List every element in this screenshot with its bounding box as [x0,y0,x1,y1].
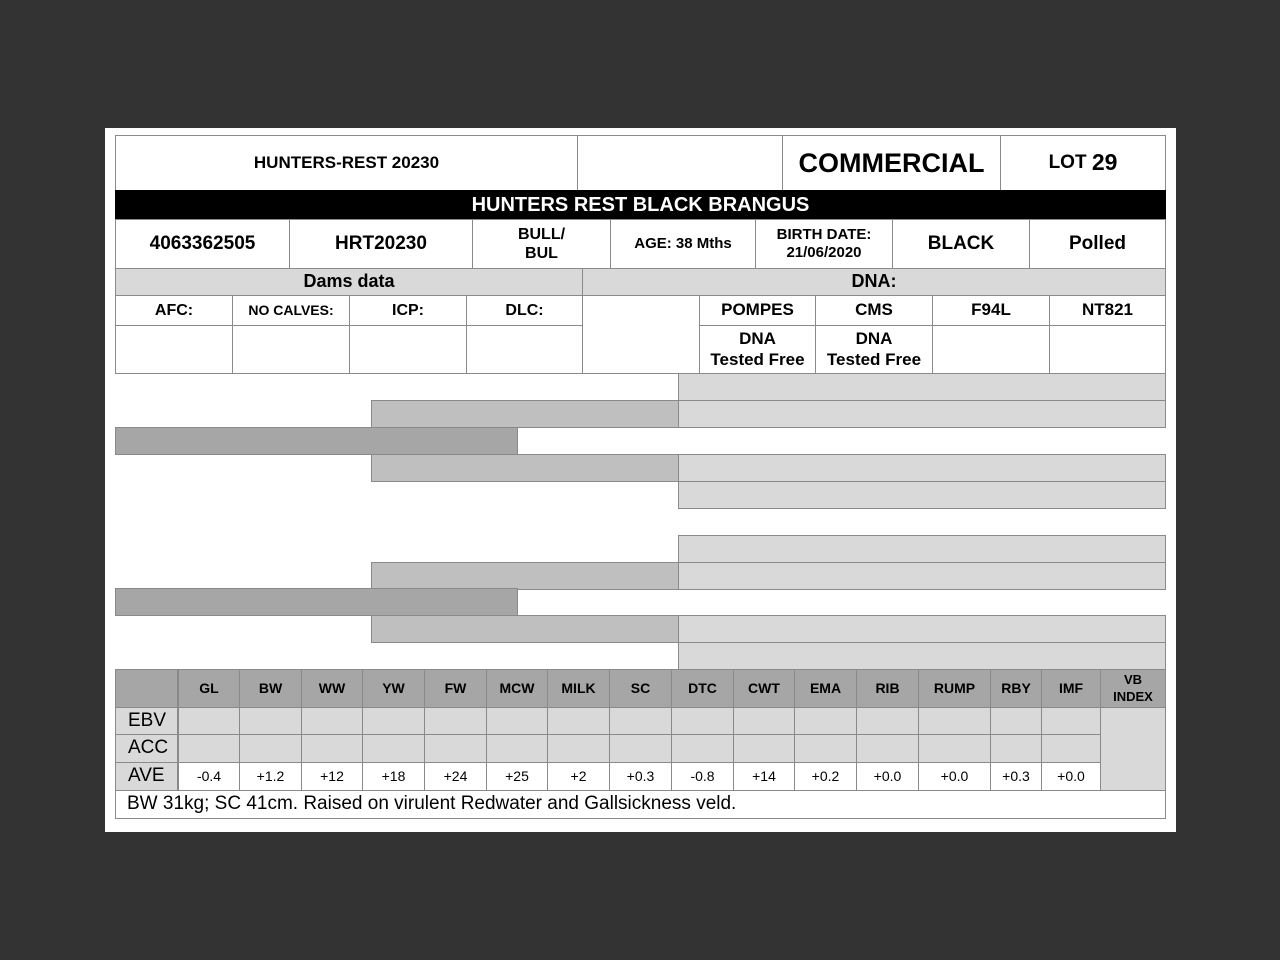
acc-value-sc [609,734,672,763]
vb-index-line2: INDEX [1113,688,1153,704]
dna-test-pompes [699,295,816,326]
pedigree-sire-sire [371,400,679,428]
icp-label: ICP: [392,301,424,319]
ave-row-label [115,762,178,791]
ebv-value-milk [547,707,610,735]
dams-data-title: Dams data [303,271,395,292]
dna-test-nt821 [1049,295,1166,326]
acc-value-gl [178,734,240,763]
ebv-col-header-rib: RIB [856,669,919,708]
ebv-header-corner [115,669,178,708]
dams-value-dlc [466,325,583,374]
vb-index-line1: VB [1123,672,1143,688]
ebv-value-rib [856,707,919,735]
ave-label: AVE [128,765,165,787]
ebv-value-cwt [733,707,795,735]
ebv-label: EBV [128,709,167,731]
ave-value-yw: +18 [362,762,425,791]
pedigree-dam [115,588,518,616]
acc-label: ACC [128,737,169,759]
ave-value-dtc: -0.8 [671,762,734,791]
ebv-value-imf [1041,707,1101,735]
sex-cell [472,219,611,269]
ebv-value-fw [424,707,487,735]
ave-value-rump: +0.0 [918,762,991,791]
acc-value-dtc [671,734,734,763]
ebv-col-header-ww: WW [301,669,363,708]
pompes-label: POMPES [721,300,794,320]
dna-result-pompes [699,325,816,374]
pedigree-sire-dam [371,454,679,482]
pedigree-dam-sire [371,562,679,590]
dams-value-afc [115,325,233,374]
pompes-result-line1: DNA [739,329,776,349]
nt821-label: NT821 [1081,300,1134,320]
reg-code-cell [289,219,473,269]
dna-result-f94l [932,325,1050,374]
pedigree-dam-dam-sire [678,615,1166,643]
reg-code: HRT20230 [335,232,427,254]
ave-value-imf: +0.0 [1041,762,1101,791]
acc-value-mcw [486,734,548,763]
dams-label-icp [349,295,467,326]
ave-value-bw: +1.2 [239,762,302,791]
ebv-col-header-milk: MILK [547,669,610,708]
horn-status: Polled [1068,232,1126,254]
blank-header-cell [577,135,783,191]
ebv-value-yw [362,707,425,735]
acc-value-yw [362,734,425,763]
acc-value-cwt [733,734,795,763]
ave-value-ema: +0.2 [794,762,857,791]
ave-value-ww: +12 [301,762,363,791]
dams-value-calves [232,325,350,374]
ebv-row-label [115,707,178,735]
cms-label: CMS [855,300,893,320]
dams-label-afc [115,295,233,326]
dna-header [582,268,1166,296]
dna-result-cms [815,325,933,374]
herd-name-cell [115,135,578,191]
pedigree-sire [115,427,518,455]
colour-cell [892,219,1030,269]
ave-value-rib: +0.0 [856,762,919,791]
ebv-col-header-sc: SC [609,669,672,708]
cms-result-line1: DNA [855,329,893,349]
ebv-col-header-ema: EMA [794,669,857,708]
ave-value-gl: -0.4 [178,762,240,791]
ebv-value-gl [178,707,240,735]
ebv-value-dtc [671,707,734,735]
ave-value-fw: +24 [424,762,487,791]
dams-label-dlc [466,295,583,326]
lot-cell [1000,135,1166,191]
pedigree-sire-sire-dam [678,400,1166,428]
ebv-col-header-yw: YW [362,669,425,708]
acc-value-imf [1041,734,1101,763]
ebv-col-header-bw: BW [239,669,302,708]
dna-blank-cell [582,295,700,374]
ebv-col-header-fw: FW [424,669,487,708]
dna-test-f94l [932,295,1050,326]
herd-name: HUNTERS-REST 20230 [253,152,440,172]
ebv-col-header-imf: IMF [1041,669,1101,708]
ebv-col-header-gl: GL [178,669,240,708]
pedigree-dam-dam [371,615,679,643]
age-cell [610,219,756,269]
birth-date-cell [755,219,893,269]
ebv-header-vb-index [1100,669,1166,708]
colour: BLACK [927,232,995,254]
ebv-value-rby [990,707,1042,735]
acc-value-fw [424,734,487,763]
ave-value-rby: +0.3 [990,762,1042,791]
ave-value-mcw: +25 [486,762,548,791]
id-number: 4063362505 [149,232,256,254]
ave-value-milk: +2 [547,762,610,791]
cms-result-line2: Tested Free [826,349,922,369]
birth-date: 21/06/2020 [786,244,862,261]
ebv-value-sc [609,707,672,735]
ave-value-sc: +0.3 [609,762,672,791]
horn-cell [1029,219,1166,269]
vb-index-value [1100,707,1166,791]
dams-label-calves [232,295,350,326]
pedigree-sire-sire-sire [678,373,1166,401]
ebv-col-header-rby: RBY [990,669,1042,708]
f94l-label: F94L [971,300,1011,320]
ebv-value-ww [301,707,363,735]
dams-value-icp [349,325,467,374]
sex-line2: BUL [525,245,558,262]
no-calves-label: NO CALVES: [248,302,334,319]
ebv-col-header-rump: RUMP [918,669,991,708]
pedigree-dam-sire-sire [678,535,1166,563]
note-row [115,790,1166,819]
acc-value-ww [301,734,363,763]
ebv-col-header-dtc: DTC [671,669,734,708]
pedigree-sire-dam-sire [678,454,1166,482]
title-bar [115,190,1166,220]
ebv-col-header-cwt: CWT [733,669,795,708]
acc-value-milk [547,734,610,763]
acc-value-bw [239,734,302,763]
ebv-value-ema [794,707,857,735]
breed-title: HUNTERS REST BLACK BRANGUS [471,194,810,216]
age: AGE: 38 Mths [634,235,732,252]
pompes-result-line2: Tested Free [710,349,805,369]
pedigree-dam-sire-dam [678,562,1166,590]
pedigree-dam-dam-dam [678,642,1166,670]
dna-title: DNA: [851,271,897,292]
acc-value-rump [918,734,991,763]
afc-label: AFC: [154,301,194,319]
id-number-cell [115,219,290,269]
birth-date-label: BIRTH DATE: [776,226,872,243]
acc-value-rby [990,734,1042,763]
lot-card [105,128,1176,832]
dna-result-nt821 [1049,325,1166,374]
ebv-col-header-mcw: MCW [486,669,548,708]
lot-number: 29 [1091,149,1118,176]
dna-test-cms [815,295,933,326]
ave-value-cwt: +14 [733,762,795,791]
category-cell [782,135,1001,191]
acc-value-rib [856,734,919,763]
dlc-label: DLC: [505,301,544,319]
ebv-value-rump [918,707,991,735]
category-label: COMMERCIAL [798,147,985,178]
dams-data-header [115,268,583,296]
acc-row-label [115,734,178,763]
acc-value-ema [794,734,857,763]
lot-prefix: LOT [1048,151,1087,173]
sex-line1: BULL/ [517,225,566,243]
note-text: BW 31kg; SC 41cm. Raised on virulent Redwater and Gallsickness veld. [127,793,737,815]
pedigree-sire-dam-dam [678,481,1166,509]
ebv-value-bw [239,707,302,735]
ebv-value-mcw [486,707,548,735]
